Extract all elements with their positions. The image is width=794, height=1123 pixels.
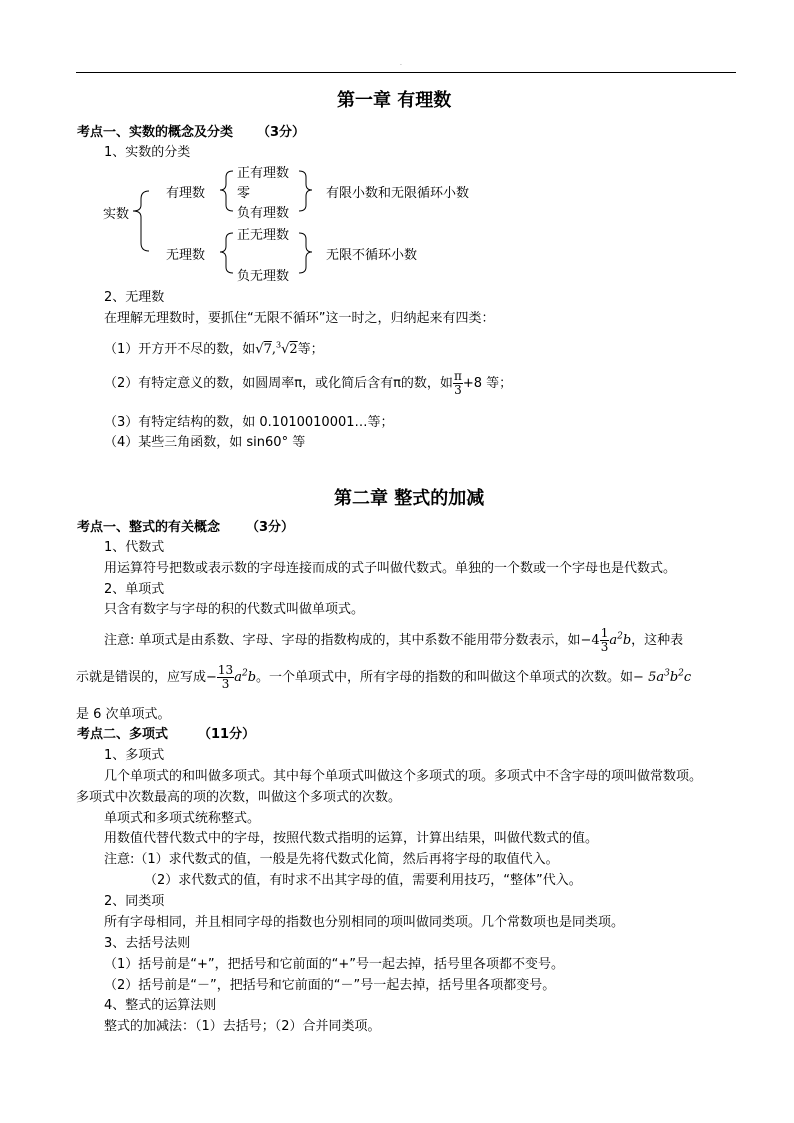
item-text: +8 等； [462,376,513,391]
chapter-1-title: 第一章 有理数 [337,90,452,111]
mixed-number-example: −4 [580,633,600,648]
frac-den: 3 [454,383,462,397]
tree-pos-rational: 正有理数 [237,166,290,181]
minus-sign: − [206,670,217,685]
note-text: 注意: 单项式是由系数、字母、字母的指数构成的，其中系数不能用带分数表示，如 [104,633,581,648]
kaodian-2-2 [77,723,255,742]
paragraph: （2）求代数式的值，有时求不出其字母的值，需要利用技巧，“整体”代入。 [144,873,582,888]
a2b: $a^2b$ [234,668,257,685]
header-rule [76,72,736,73]
header-mark: . [400,60,402,67]
tree-neg-irrational: 负无理数 [237,269,290,284]
item-text: （2）有特定意义的数，如圆周率π，或化简后含有π的数，如 [104,376,453,391]
tree-rational-desc: 有限小数和无限循环小数 [326,186,470,201]
irrational-brace [219,232,235,276]
tree-root: 实数 [103,207,130,222]
paragraph: （2）括号前是“－”，把括号和它前面的“－”号一起去掉，括号里各项都变号。 [104,978,556,993]
list-item: （3）有特定结构的数，如 0.1010010001…等； [104,415,394,430]
paragraph: 多项式中次数最高的项的次数，叫做这个多项式的次数。 [76,790,402,805]
thirteen-thirds: $\frac{13}{3}$ [217,663,234,691]
frac-num: π [453,369,462,383]
note-text: ，这种表 [631,633,684,648]
paragraph: 只含有数字与字母的积的代数式叫做单项式。 [104,602,365,617]
kaodian-title: 考点一、整式的有关概念 [77,520,221,535]
tree-neg-rational: 负有理数 [237,206,290,221]
kaodian-1-1 [77,121,305,140]
a2b: $a^2b$ [609,631,632,648]
one-third: $\frac{1}{3}$ [600,626,609,654]
paragraph: 在理解无理数时，要抓住“无限不循环”这一时之，归纳起来有四类： [104,311,495,326]
item-text: （1）开方开不尽的数，如 [104,342,256,357]
paragraph: 用数值代替代数式中的字母，按照代数式指明的运算，计算出结果，叫做代数式的值。 [104,831,599,846]
irrational-right-brace [298,232,314,276]
item-text: 等； [297,342,324,357]
paragraph: 单项式和多项式统称整式。 [104,811,261,826]
chapter-2-title: 第二章 整式的加减 [334,488,485,509]
section-heading: 2、单项式 [104,582,165,597]
section-heading: 3、去括号法则 [104,936,191,951]
section-heading: 1、实数的分类 [104,145,191,160]
paragraph: 注意:（1）求代数式的值，一般是先将代数式化简，然后再将字母的取值代入。 [104,852,559,867]
section-heading: 1、多项式 [104,748,165,763]
section-heading: 2、无理数 [104,290,165,305]
section-heading: 2、同类项 [104,894,165,909]
paragraph: 是 6 次单项式。 [76,707,171,722]
tree-zero: 零 [237,186,251,201]
section-heading: 4、整式的运算法则 [104,998,217,1013]
section-heading: 1、代数式 [104,540,165,555]
monomial-example: − $5a^3b^2c$ [633,668,692,685]
paragraph: （1）括号前是“+”，把括号和它前面的“+”号一起去掉，括号里各项都不变号。 [104,957,564,972]
note-text: 。一个单项式中，所有字母的指数的和叫做这个单项式的次数。如 [256,670,634,685]
list-item: （4）某些三角函数，如 sin60° 等 [104,435,306,450]
kaodian-title: 考点二、多项式 [77,727,169,742]
tree-rational: 有理数 [166,186,206,201]
note-line-1 [104,627,683,654]
kaodian-title: 考点一、实数的概念及分类 [77,125,234,140]
kaodian-score: （3分） [246,520,295,535]
paragraph: 几个单项式的和叫做多项式。其中每个单项式叫做这个多项式的项。多项式中不含字母的项叫做常数项。 [104,769,703,784]
list-item [104,338,324,357]
root-brace [133,191,153,261]
rational-brace [219,170,235,214]
tree-pos-irrational: 正无理数 [237,228,290,243]
list-item [104,370,512,397]
kaodian-score: （3分） [257,125,306,140]
paragraph: 所有字母相同，并且相同字母的指数也分别相同的项叫做同类项。几个常数项也是同类项。 [104,915,625,930]
note-line-2 [76,664,691,691]
paragraph: 整式的加减法：（1）去括号；（2）合并同类项。 [104,1019,381,1034]
tree-irrational: 无理数 [166,248,206,263]
tree-irrational-desc: 无限不循环小数 [326,248,418,263]
sqrt-7: √7,$^3$√2 [255,340,298,357]
kaodian-2-1 [77,516,294,535]
pi-over-3 [453,370,463,397]
paragraph: 用运算符号把数或表示数的字母连接而成的式子叫做代数式。单独的一个数或一个字母也是代数式。 [104,561,677,576]
kaodian-score: （11分） [198,727,256,742]
note-text: 示就是错误的，应写成 [76,670,207,685]
rational-right-brace [298,170,314,214]
